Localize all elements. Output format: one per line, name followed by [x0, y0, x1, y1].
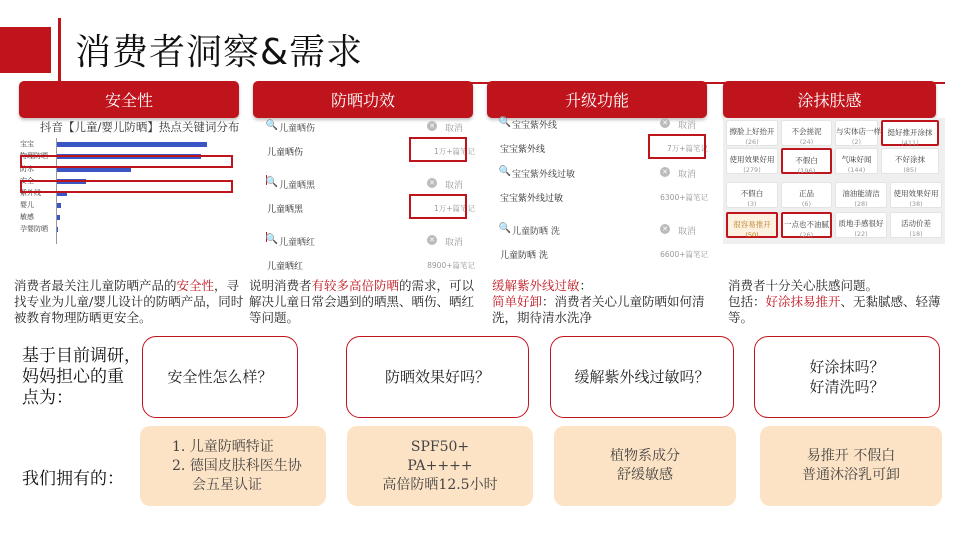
category-texture: 涂抹肤感 [723, 81, 936, 118]
desc-sun-protection [249, 278, 477, 326]
search-result[interactable] [267, 257, 477, 273]
search-icon: 🔍 [498, 166, 512, 177]
bar-row [20, 200, 235, 211]
desc-text: 的需求，可以解决儿童日常会遇到的晒黑、晒伤、晒红等问题。 [249, 278, 475, 325]
tag-label: 油油能清洁 [842, 189, 880, 198]
bar-mark [56, 142, 207, 147]
have-text: 舒缓敏感 [617, 467, 673, 483]
have-text: PA++++ [407, 457, 473, 474]
desc-upgrade [492, 278, 710, 326]
clear-icon[interactable]: ✕ [427, 121, 437, 131]
desc-highlight: 有较多高倍防晒 [311, 278, 400, 293]
clear-icon[interactable]: ✕ [427, 178, 437, 188]
bar-label: 安全 [20, 177, 34, 185]
desc-safety [14, 278, 244, 326]
review-tag[interactable] [726, 182, 778, 208]
search-query[interactable]: 儿童晒黑 [279, 181, 316, 191]
clear-icon[interactable]: ✕ [660, 224, 670, 234]
concern-card-effect [346, 336, 529, 418]
review-tag[interactable] [781, 182, 832, 208]
cancel-button[interactable]: 取消 [445, 181, 464, 191]
search-bar[interactable] [498, 115, 708, 133]
desc-texture [728, 278, 943, 326]
search-bar[interactable] [265, 232, 475, 250]
tag-count: (28) [854, 200, 868, 208]
lead-line: 基于目前调研， [22, 346, 141, 366]
cancel-button[interactable]: 取消 [445, 238, 464, 248]
lead-line: 妈妈担心的重 [22, 367, 124, 387]
highlight-box-safety [20, 180, 233, 193]
desc-highlight: 安全性 [176, 278, 215, 293]
category-safety: 安全性 [19, 81, 239, 118]
concern-card-safety [142, 336, 298, 418]
review-tag[interactable] [781, 120, 832, 146]
tag-label: 使用效果好用 [729, 155, 775, 164]
search-bar[interactable] [498, 221, 708, 239]
result-count: 6600+篇笔记 [660, 250, 708, 259]
bar-label: 婴儿 [20, 201, 34, 209]
desc-text: ： [579, 278, 593, 293]
have-text: 高倍防晒12.5小时 [382, 476, 498, 493]
desc-highlight: 简单好卸 [492, 294, 543, 309]
tag-count: (22) [854, 230, 868, 238]
tag-count: (6) [801, 200, 812, 208]
desc-text: 消费者十分关心肤感问题。 [728, 278, 879, 293]
concern-text: 安全性怎么样？ [167, 368, 273, 386]
clear-icon[interactable]: ✕ [660, 167, 670, 177]
concern-text: 好涂抹吗？ [809, 358, 885, 376]
tag-count: (2) [851, 138, 862, 146]
header-accent-block [0, 27, 51, 73]
desc-text: 包括： [728, 294, 766, 309]
review-tag[interactable] [835, 148, 878, 174]
result-title: 儿童晒黑 [267, 205, 304, 215]
concern-text: 好清洗吗？ [809, 378, 885, 396]
result-title: 儿童防晒 洗 [500, 251, 548, 261]
concern-card-texture [754, 336, 940, 418]
review-tag[interactable] [835, 182, 887, 208]
tag-label: 不会搓泥 [791, 127, 822, 136]
tag-label: 气味好闻 [841, 155, 872, 164]
tag-count: (85) [903, 166, 917, 174]
result-count: 8900+篇笔记 [427, 261, 475, 270]
concern-text: 防晒效果好吗？ [384, 368, 490, 386]
tag-label: 与实体店一样 [836, 127, 881, 136]
have-text: 1. 儿童防晒特证 [172, 438, 274, 455]
highlight-box-physical [20, 155, 233, 168]
have-text: 普通沐浴乳可卸 [802, 467, 900, 483]
review-tag[interactable] [881, 148, 939, 174]
tag-label: 活动价差 [901, 219, 931, 228]
bar-label: 物理防晒 [20, 152, 48, 160]
category-upgrade: 升级功能 [487, 81, 707, 118]
tag-count: (3) [747, 200, 757, 208]
result-title: 儿童晒红 [267, 262, 304, 272]
search-query[interactable]: 宝宝紫外线 [512, 121, 558, 131]
review-tag[interactable] [726, 148, 778, 174]
tag-count: (18) [909, 230, 923, 238]
result-title: 宝宝紫外线过敏 [500, 194, 564, 204]
clear-icon[interactable]: ✕ [427, 235, 437, 245]
tag-count: (50) [745, 231, 759, 239]
have-card-certification [140, 426, 326, 506]
tag-label: 一点也不油腻 [784, 220, 829, 229]
tag-count: (26) [745, 138, 759, 146]
bar-label: 宝宝 [20, 140, 34, 148]
concern-card-allergy [550, 336, 734, 418]
cancel-button[interactable]: 取消 [678, 121, 697, 131]
clear-icon[interactable]: ✕ [660, 118, 670, 128]
search-icon: 🔍 [265, 234, 279, 245]
search-icon: 🔍 [265, 177, 279, 188]
bar-label: 敏感 [20, 213, 34, 221]
desc-text: ，寻找专业为儿童/婴儿设计的防晒产品，同时被教育物理防晒更安全。 [14, 278, 244, 325]
search-icon: 🔍 [498, 117, 512, 128]
have-text: 植物系成分 [610, 448, 680, 464]
review-tag[interactable] [726, 120, 778, 146]
category-sun-protection: 防晒功效 [253, 81, 473, 118]
desc-text: 说明消费者 [249, 278, 312, 293]
result-title: 儿童晒伤 [267, 148, 304, 158]
search-bar[interactable] [265, 175, 475, 193]
review-tag[interactable] [835, 212, 887, 238]
review-tag[interactable] [881, 120, 939, 146]
search-result[interactable] [500, 246, 710, 262]
bar-row [20, 139, 235, 150]
result-count: 1万+篇笔记 [433, 204, 475, 213]
tag-label: 不假白 [795, 156, 818, 165]
bar-label: 紫外线 [20, 189, 41, 197]
cancel-button[interactable]: 取消 [678, 227, 697, 237]
tag-label: 不好涂抹 [895, 155, 925, 164]
search-query[interactable]: 儿童防晒 洗 [512, 227, 560, 237]
bar-label: 孕婴防晒 [20, 225, 48, 233]
review-tag[interactable] [890, 182, 942, 208]
result-count: 1万+篇笔记 [433, 147, 475, 156]
header-divider [58, 18, 61, 82]
tag-label: 擦脸上好抬开 [729, 127, 775, 136]
cancel-button[interactable]: 取消 [678, 170, 697, 180]
review-tag[interactable] [781, 148, 832, 174]
search-result[interactable] [500, 189, 710, 205]
review-tag[interactable] [726, 212, 778, 238]
result-count: 6300+篇笔记 [660, 193, 708, 202]
tag-count: (196) [797, 167, 816, 175]
search-icon: 🔍 [498, 223, 512, 234]
cancel-button[interactable]: 取消 [445, 124, 464, 134]
have-text: 2. 德国皮肤科医生协 [172, 457, 302, 474]
highlight-box [409, 137, 467, 162]
page-title: 消费者洞察&需求 [75, 32, 364, 73]
have-card-spf [347, 426, 533, 506]
highlight-box [409, 194, 467, 219]
desc-highlight: 缓解紫外线过敏 [492, 278, 580, 293]
review-tag[interactable] [835, 120, 881, 146]
desc-highlight: 好涂抹易推开 [765, 294, 841, 309]
search-query[interactable]: 儿童晒伤 [279, 124, 316, 134]
tag-count: (411) [901, 139, 919, 147]
have-text: 易推开 不假白 [806, 448, 896, 464]
bar-label: 防水 [20, 165, 34, 173]
tag-label: 很容易推开 [733, 220, 771, 229]
search-bar[interactable] [265, 118, 475, 136]
have-text: SPF50+ [410, 438, 470, 455]
desc-text: 、无黏腻感、轻薄等。 [728, 294, 941, 325]
have-text: 会五星认证 [192, 476, 262, 493]
result-count: 7万+篇笔记 [666, 144, 708, 153]
search-query[interactable]: 儿童晒红 [279, 238, 316, 248]
have-card-texture [760, 426, 942, 506]
result-title: 宝宝紫外线 [500, 145, 546, 155]
search-query[interactable]: 宝宝紫外线过敏 [512, 170, 576, 180]
tag-count: (26) [799, 231, 814, 239]
concern-text: 缓解紫外线过敏吗？ [574, 368, 710, 386]
keyword-chart-title: 抖音【儿童/婴儿防晒】热点关键词分布 [40, 120, 240, 134]
search-bar[interactable] [498, 164, 708, 182]
concern-lead [22, 346, 141, 409]
tag-label: 不假白 [740, 189, 764, 198]
desc-text: ：消费者关心儿童防晒如何清洗，期待清水洗净 [492, 294, 705, 325]
tag-label: 质地手感很好 [838, 219, 884, 228]
tag-count: (24) [799, 138, 814, 146]
tag-count: (38) [909, 200, 923, 208]
lead-line: 点为： [22, 388, 73, 408]
tag-label: 挺好推开涂抹 [887, 128, 933, 137]
tag-label: 使用效果好用 [893, 189, 939, 198]
highlight-box [648, 134, 706, 159]
review-tag[interactable] [890, 212, 942, 238]
tag-label: 正品 [799, 189, 814, 198]
tag-count: (144) [847, 166, 866, 174]
have-label: 我们拥有的： [22, 469, 124, 489]
bar-row [20, 212, 235, 223]
tag-count: (279) [743, 166, 761, 174]
bar-row [20, 224, 235, 235]
search-icon: 🔍 [265, 120, 279, 131]
have-card-plant [554, 426, 736, 506]
desc-text: 消费者最关注儿童防晒产品的 [14, 278, 177, 293]
review-tag[interactable] [781, 212, 832, 238]
